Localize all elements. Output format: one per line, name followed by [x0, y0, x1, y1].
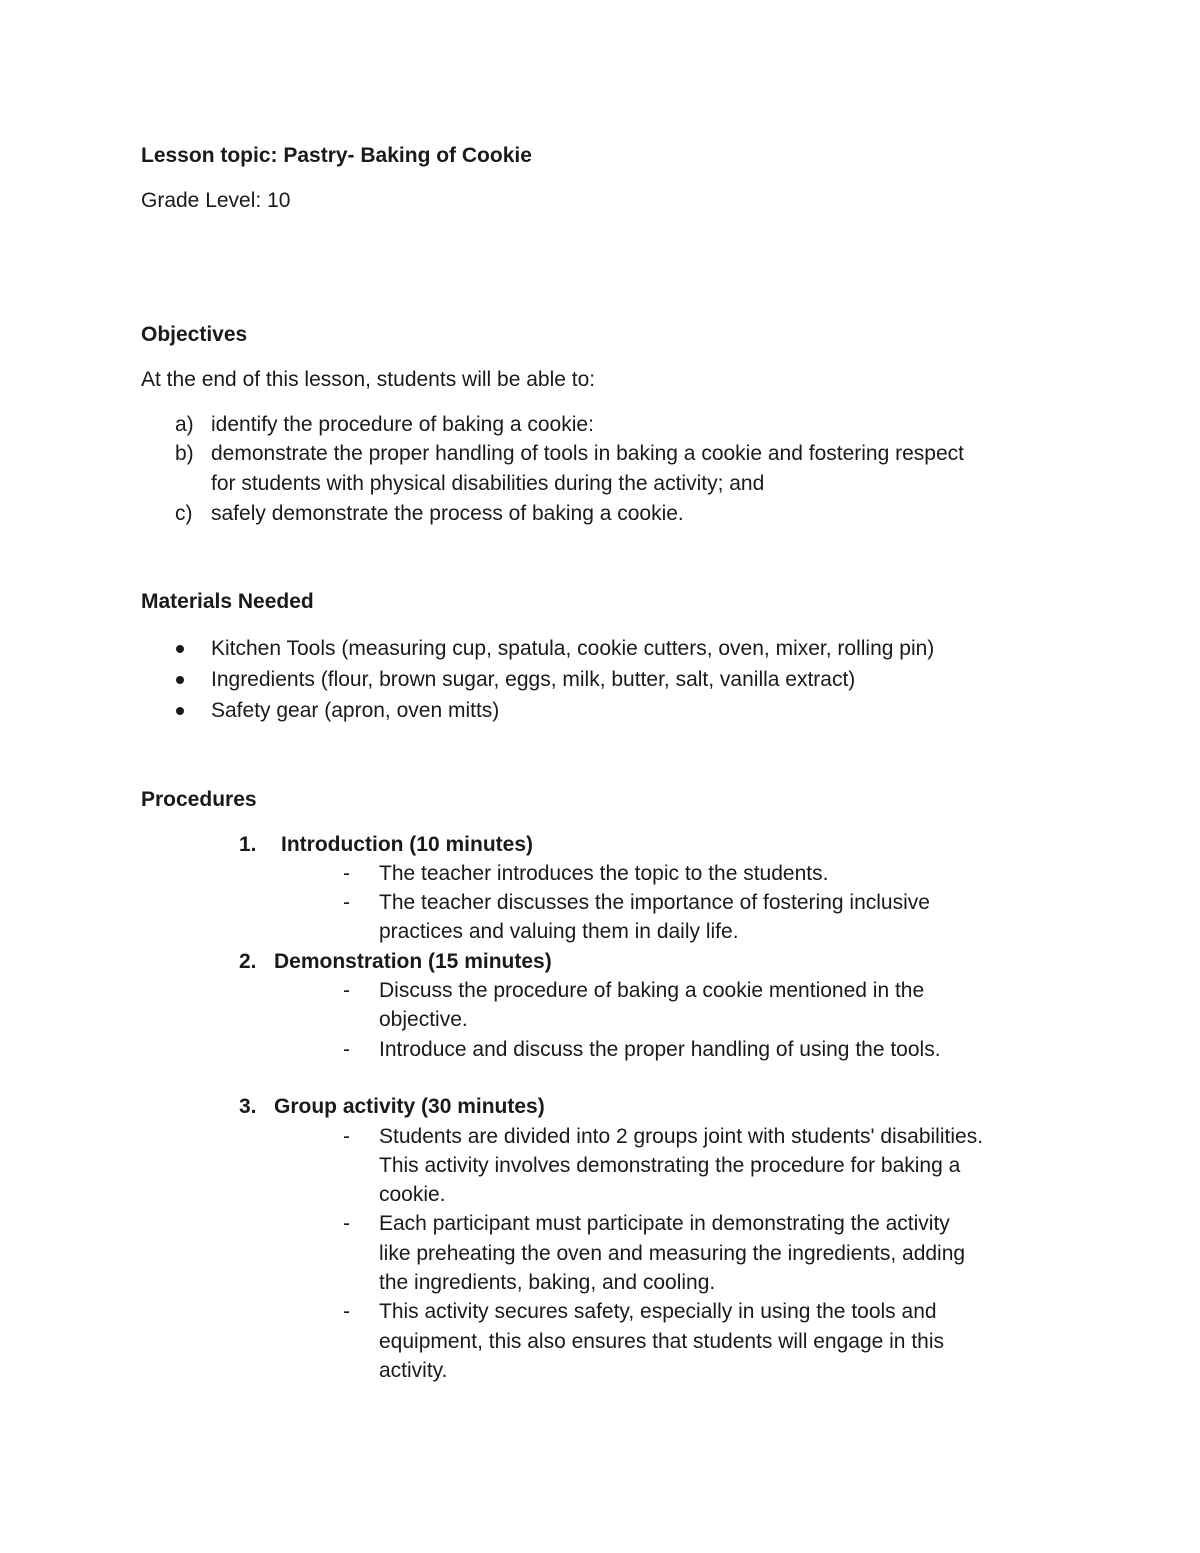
bullet-icon: [176, 676, 184, 684]
step2-bullet1-line2: objective.: [379, 1008, 468, 1031]
objectives-heading: Objectives: [141, 323, 248, 346]
dash-marker: -: [343, 891, 350, 914]
objective-marker-b: b): [175, 442, 194, 465]
step3-bullet3-line3: activity.: [379, 1359, 448, 1382]
step3-bullet1-line2: This activity involves demonstrating the procedure for baking a: [379, 1154, 961, 1177]
bullet-icon: [176, 707, 184, 715]
step3-bullet1-line1: Students are divided into 2 groups joint with students' disabilities.: [379, 1125, 984, 1148]
step-title-introduction: Introduction (10 minutes): [281, 833, 533, 856]
step1-bullet2-line2: practices and valuing them in daily life.: [379, 920, 739, 943]
step3-bullet2-line2: like preheating the oven and measuring the ingredients, adding: [379, 1242, 966, 1265]
bullet-icon: [176, 645, 184, 653]
step3-bullet3-line1: This activity secures safety, especially in using the tools and: [379, 1300, 937, 1323]
step-number-1: 1.: [239, 833, 257, 856]
objective-item-a: identify the procedure of baking a cookie:: [211, 413, 594, 436]
step-title-group-activity: Group activity (30 minutes): [274, 1095, 545, 1118]
dash-marker: -: [343, 1125, 350, 1148]
step3-bullet3-line2: equipment, this also ensures that students will engage in this: [379, 1330, 945, 1353]
objective-item-b-line1: demonstrate the proper handling of tools in baking a cookie and fostering respect: [211, 442, 964, 465]
dash-marker: -: [343, 979, 350, 1002]
objective-item-c: safely demonstrate the process of baking a cookie.: [211, 502, 684, 525]
step-title-demonstration: Demonstration (15 minutes): [274, 950, 552, 973]
materials-heading: Materials Needed: [141, 590, 314, 613]
material-item-tools: Kitchen Tools (measuring cup, spatula, cookie cutters, oven, mixer, rolling pin): [211, 637, 935, 660]
grade-level: Grade Level: 10: [141, 189, 291, 212]
step1-bullet2-line1: The teacher discusses the importance of fostering inclusive: [379, 891, 930, 914]
dash-marker: -: [343, 862, 350, 885]
step1-bullet1: The teacher introduces the topic to the students.: [379, 862, 829, 885]
dash-marker: -: [343, 1038, 350, 1061]
step2-bullet2: Introduce and discuss the proper handling of using the tools.: [379, 1038, 941, 1061]
objective-marker-c: c): [175, 502, 193, 525]
objective-marker-a: a): [175, 413, 194, 436]
step3-bullet2-line1: Each participant must participate in demonstrating the activity: [379, 1212, 950, 1235]
procedures-heading: Procedures: [141, 788, 257, 811]
step2-bullet1-line1: Discuss the procedure of baking a cookie mentioned in the: [379, 979, 925, 1002]
objectives-intro: At the end of this lesson, students will be able to:: [141, 368, 596, 391]
lesson-topic: Lesson topic: Pastry- Baking of Cookie: [141, 144, 532, 167]
material-item-ingredients: Ingredients (flour, brown sugar, eggs, milk, butter, salt, vanilla extract): [211, 668, 856, 691]
dash-marker: -: [343, 1300, 350, 1323]
step3-bullet2-line3: the ingredients, baking, and cooling.: [379, 1271, 716, 1294]
step3-bullet1-line3: cookie.: [379, 1183, 446, 1206]
objective-item-b-line2: for students with physical disabilities during the activity; and: [211, 472, 765, 495]
material-item-safety: Safety gear (apron, oven mitts): [211, 699, 500, 722]
step-number-3: 3.: [239, 1095, 257, 1118]
dash-marker: -: [343, 1212, 350, 1235]
step-number-2: 2.: [239, 950, 257, 973]
